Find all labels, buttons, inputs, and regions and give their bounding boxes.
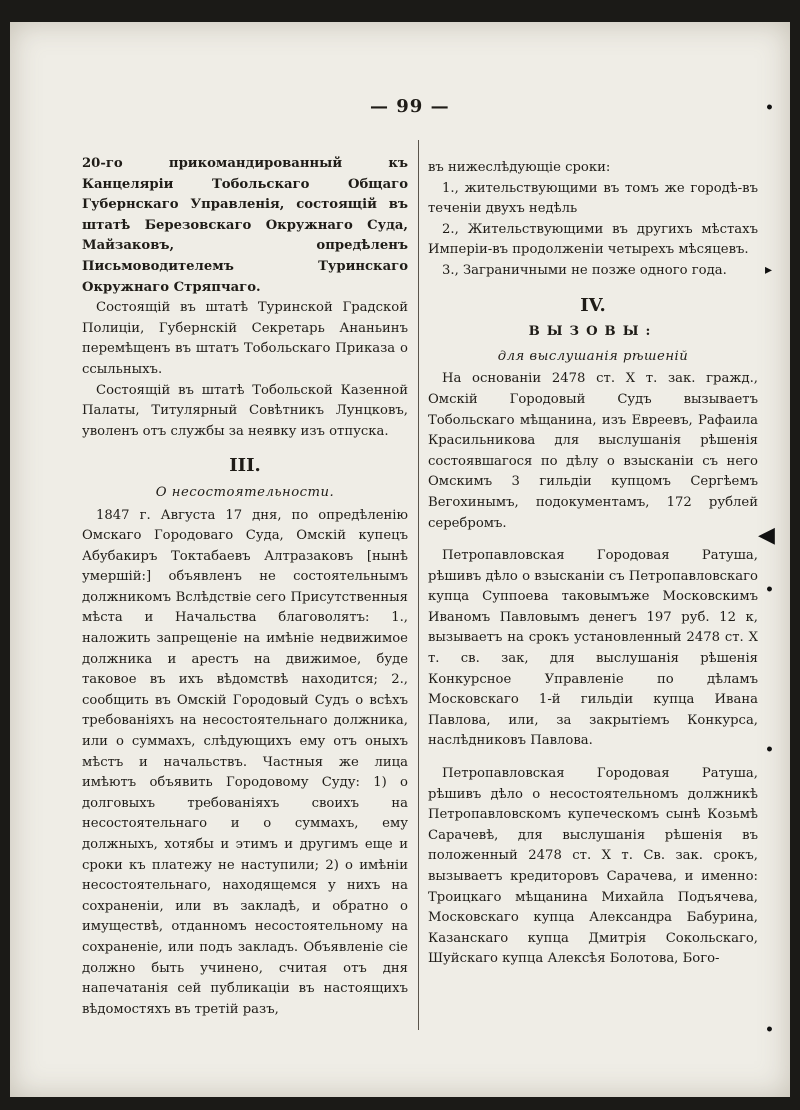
section-title-insolvency: О несостоятельности.: [155, 484, 335, 500]
section-subtitle-decisions: для выслушанiя рѣшенiй: [497, 348, 689, 364]
section-title-summons: ВЫЗОВЫ:: [528, 324, 658, 340]
section-number-4: IV.: [580, 294, 606, 316]
page-number: — 99 —: [370, 96, 450, 117]
transfer-paragraph: Состоящiй въ штатѣ Туринской Градской Полицiи, Губернскiй Секретарь Ананьинъ перемѣщенъ въ штатъ Тобольскаго Приказа о ссыльныхъ.: [82, 300, 408, 377]
petropavlovsk-summons-2: Петропавловская Городовая Ратуша, рѣшивъ дѣло о несостоятельномъ должникѣ Петропавловскомъ купеческомъ сынѣ Козьмѣ Сарачевѣ, для выслушанiя рѣшенiя въ положенный 2478 ст. X т. Св. зак. срокъ, вызываетъ кредиторовъ Сарачева, и именно: Троицкаго мѣщанина Михайла Подъячева, Московскаго купца Александра Бабурина, Казанскаго купца Дмитрiя Сокольскаго, Шуйскаго купца Алексѣя Болотова, Бого-: [428, 766, 758, 967]
margin-dot-mark: •: [765, 582, 774, 598]
insolvency-notice: 1847 г. Августа 17 дня, по опредѣленiю Омскаго Городоваго Суда, Омскiй купецъ Абубакиръ Токтабаевъ Алтразаковъ [нынѣ умершiй:] объявленъ не состоятельнымъ должникомъ Вслѣдствiе сего Присутственныя мѣста и Начальства благоволятъ: 1., наложить запрещенiе на имѣнiе недвижимое должника и арестъ на движимое, буде таковое въ ихъ вѣдомствѣ находится; 2., сообщить въ Омскiй Городовый Судъ о всѣхъ требованiяхъ на несостоятельнаго должника, или о суммахъ, слѣдующихъ ему отъ оныхъ мѣстъ и начальствъ. Частныя же лица имѣютъ объявить Городовому Суду: 1) о долговыхъ требованiяхъ своихъ на несостоятельнаго и о суммахъ, ему должныхъ, хотябы и этимъ и другимъ еще и сроки къ платежу не наступили; 2) о имѣнiи несостоятельнаго, находящемся у нихъ на сохраненiи, или въ закладѣ, и обратно о имуществѣ, отданномъ несостоятельному на сохраненiе, или подъ закладъ. Объявленiе сiе должно быть учинено, считая отъ дня напечатанiя сей публикацiи въ настоящихъ вѣдомостяхъ въ третiй разъ,: [82, 507, 408, 1017]
margin-pointer-mark: ◀: [758, 522, 775, 548]
newspaper-page: [10, 22, 790, 1097]
terms-intro: въ нижеслѣдующiе сроки:: [428, 160, 611, 175]
dismissal-paragraph: Состоящiй въ штатѣ Тобольской Казенной Палаты, Титулярный Совѣтникъ Лунцковъ, уволенъ отъ службы за неявку изъ отпуска.: [82, 382, 408, 439]
omsk-court-summons: На основанiи 2478 ст. X т. зак. гражд., Омскiй Городовый Судъ вызываетъ Тобольскаго мѣщанина, изъ Евреевъ, Рафаила Красильникова для выслушанiя рѣшенiя состоявшагося по дѣлу о взысканiи съ него Омскимъ 3 гильдiи купцомъ Сергѣемъ Вегохинымъ, подокументамъ, 172 рублей серебромъ.: [428, 371, 758, 531]
margin-dot-mark: •: [765, 1022, 774, 1038]
margin-arrow-mark: ▸: [765, 262, 773, 278]
petropavlovsk-summons-1: Петропавловская Городовая Ратуша, рѣшивъ дѣло о взысканiи съ Петропавловскаго купца Суппоева таковымъже Московскимъ Иваномъ Павловымъ денегъ 197 руб. 12 к, вызываетъ на срокъ установленный 2478 ст. X т. св. зак, для выслушанiя рѣшенiя Конкурсное Управленiе по дѣламъ Московскаго 1-й гильдiи купца Ивана Павлова, или, за закрытiемъ Конкурса, наслѣдниковъ Павлова.: [428, 548, 758, 749]
section-number-3: III.: [229, 455, 261, 477]
margin-dot-mark: •: [765, 100, 774, 116]
margin-dot-mark: •: [765, 742, 774, 758]
appointment-paragraph: 20-го прикомандированный къ Канцелярiи Тобольскаго Общаго Губернскаго Управленiя, состоящiй въ штатѣ Березовскаго Окружнаго Суда, Майзаковъ, опредѣленъ Письмоводителемъ Туринскаго Окружнаго Стряпчаго.: [82, 156, 408, 295]
term-item-3: 3., Заграничными не позже одного года.: [442, 262, 727, 278]
term-item-2: 2., Жительствующими въ другихъ мѣстахъ Имперiи-въ продолженiи четырехъ мѣсяцевъ.: [428, 221, 758, 258]
right-column: [428, 158, 758, 970]
column-divider: [418, 140, 419, 1030]
term-item-1: 1., жительствующими въ томъ же городѣ-въ теченiи двухъ недѣль: [428, 180, 758, 217]
left-column: [82, 154, 408, 1020]
